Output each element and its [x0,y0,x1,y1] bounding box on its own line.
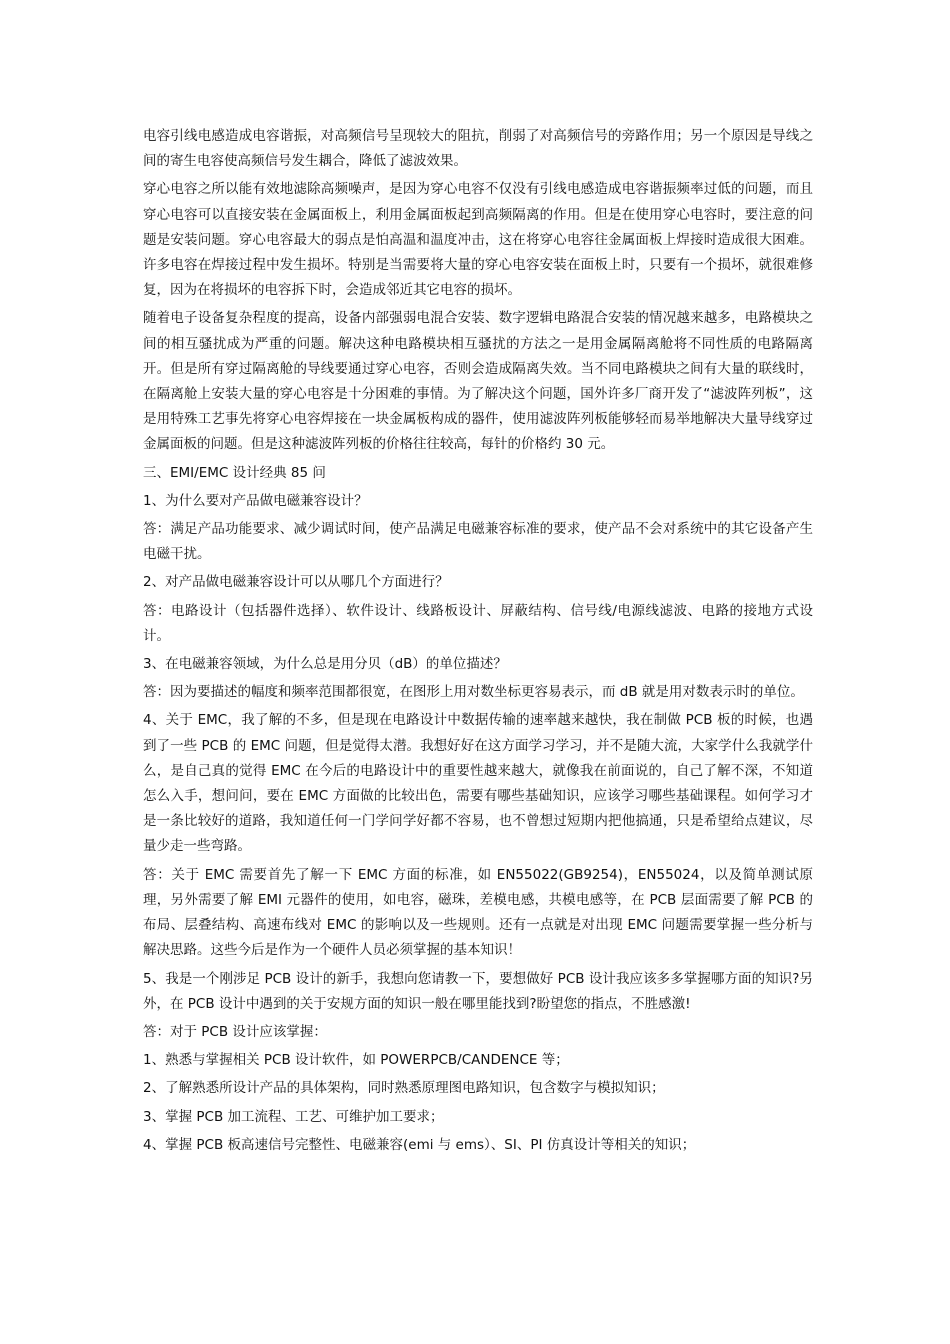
paragraph: 电容引线电感造成电容谐振，对高频信号呈现较大的阻抗，削弱了对高频信号的旁路作用；另一个原因是导线之间的寄生电容使高频信号发生耦合，降低了滤波效果。 [143,128,813,170]
question: 3、在电磁兼容领域，为什么总是用分贝（dB）的单位描述？ [143,656,507,673]
question: 4、关于 EMC，我了解的不多，但是现在电路设计中数据传输的速率越来越快，我在制做 PCB 板的时候，也遇到了一些 PCB 的 EMC 问题，但是觉得太潜。我想好好在这方面学习学习，并不是随大流，大家学什么我就学什么，是自己真的觉得 EMC 在今后的电路设计中的重要性越来越大，就像我在前面说的，自己了解不深，不知道怎么入手，想问问，要在 EMC 方面做的比较出色，需要有哪些基础知识，应该学习哪些基础课程。如何学习才是一条比较好的道路，我知道任何一门学问学好都不容易，也不曾想过短期内把他搞通，只是希望给点建议，尽量少走一些弯路。 [143,712,813,855]
answer: 答：因为要描述的幅度和频率范围都很宽，在图形上用对数坐标更容易表示，而 dB 就是用对数表示时的单位。 [143,684,804,701]
question: 5、我是一个刚涉足 PCB 设计的新手，我想向您请教一下，要想做好 PCB 设计我应该多多掌握哪方面的知识?另外，在 PCB 设计中遇到的关于安规方面的知识一般在哪里能找到?盼望您的指点，不胜感激! [143,970,813,1012]
list-item: 1、熟悉与掌握相关 PCB 设计软件，如 POWERPCB/CANDENCE 等； [143,1052,569,1069]
answer: 答：满足产品功能要求、减少调试时间，使产品满足电磁兼容标准的要求，使产品不会对系统中的其它设备产生电磁干扰。 [143,521,813,563]
list-item: 2、了解熟悉所设计产品的具体架构，同时熟悉原理图电路知识，包含数字与模拟知识； [143,1080,665,1097]
paragraph: 穿心电容之所以能有效地滤除高频噪声，是因为穿心电容不仅没有引线电感造成电容谐振频率过低的问题，而且穿心电容可以直接安装在金属面板上，利用金属面板起到高频隔离的作用。但是在使用穿心电容时，要注意的问题是安装问题。穿心电容最大的弱点是怕高温和温度冲击，这在将穿心电容往金属面板上焊接时造成很大困难。许多电容在焊接过程中发生损坏。特别是当需要将大量的穿心电容安装在面板上时，只要有一个损坏，就很难修复，因为在将损坏的电容拆下时，会造成邻近其它电容的损坏。 [143,181,813,299]
question: 2、对产品做电磁兼容设计可以从哪几个方面进行？ [143,574,449,591]
answer: 答：对于 PCB 设计应该掌握： [143,1023,327,1040]
paragraph: 随着电子设备复杂程度的提高，设备内部强弱电混合安装、数字逻辑电路混合安装的情况越来越多，电路模块之间的相互骚扰成为严重的问题。解决这种电路模块相互骚扰的方法之一是用金属隔离舱将不同性质的电路隔离开。但是所有穿过隔离舱的导线要通过穿心电容，否则会造成隔离失效。当不同电路模块之间有大量的联线时，在隔离舱上安装大量的穿心电容是十分困难的事情。为了解决这个问题，国外许多厂商开发了“滤波阵列板”，这是用特殊工艺事先将穿心电容焊接在一块金属板构成的器件，使用滤波阵列板能够轻而易举地解决大量导线穿过金属面板的问题。但是这种滤波阵列板的价格往往较高，每针的价格约 30 元。 [143,310,813,453]
document-body [143,124,813,1161]
answer: 答：电路设计（包括器件选择）、软件设计、线路板设计、屏蔽结构、信号线/电源线滤波、电路的接地方式设计。 [143,602,813,644]
list-item: 4、掌握 PCB 板高速信号完整性、电磁兼容(emi 与 ems）、SI、PI 仿真设计等相关的知识； [143,1136,696,1153]
question: 1、为什么要对产品做电磁兼容设计？ [143,492,368,509]
section-heading: 三、EMI/EMC 设计经典 85 问 [143,464,326,481]
answer: 答：关于 EMC 需要首先了解一下 EMC 方面的标准，如 EN55022(GB9254)，EN55024，以及简单测试原理，另外需要了解 EMI 元器件的使用，如电容，磁珠，差模电感，共模电感等，在 PCB 层面需要了解 PCB 的布局、层叠结构、高速布线对 EMC 的影响以及一些规则。还有一点就是对出现 EMC 问题需要掌握一些分析与解决思路。这些今后是作为一个硬件人员必须掌握的基本知识！ [143,866,813,959]
list-item: 3、掌握 PCB 加工流程、工艺、可维护加工要求； [143,1108,444,1125]
